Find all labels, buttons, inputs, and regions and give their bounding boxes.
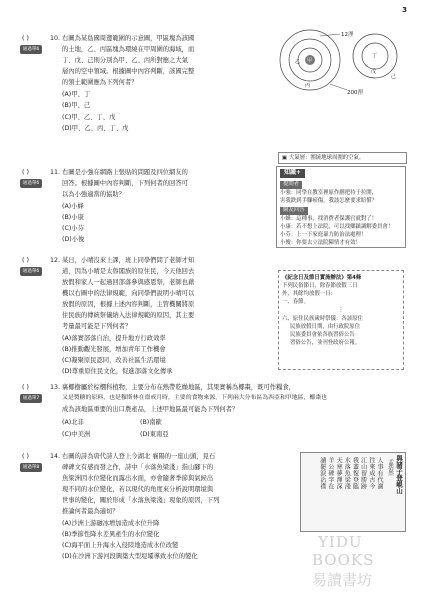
q14-paren[interactable]: ( ) xyxy=(22,453,29,460)
label-ji: 己 xyxy=(391,74,397,80)
q11-option-d[interactable]: (D)小俊 xyxy=(62,236,85,243)
q12-line-2: 道，因為小晴是太魯閣族的原住民，今天他回去 xyxy=(62,268,195,275)
watermark-yidu: YIDU xyxy=(318,533,363,551)
q12-paren[interactable]: ( ) xyxy=(22,257,29,264)
q10-option-c[interactable]: (C)甲、乙、丁、戊 xyxy=(62,114,116,121)
q12-line-6: 住民族的傳統祭儀納入法律規範的原因，其主要 xyxy=(62,312,195,319)
law-item6-1: 六、原住民族歲時祭儀：各該原住 xyxy=(282,315,363,322)
q11-line-1: 右圖是小強在網路上張貼的問題及四位網友的 xyxy=(62,169,188,176)
asker-text-1: 小強：同學在教室裡原作劃把持于拉開， xyxy=(280,189,378,196)
poem-col-8: 讀罷淚沾襟 xyxy=(318,457,326,490)
law-line-1: 下列民俗節日，除春節放假三日 xyxy=(282,283,358,290)
asker-label: 提問者 xyxy=(280,181,302,189)
poem-title: 與諸子登峴山 xyxy=(395,455,403,494)
law-item6-2: 民族放假日期，由行政院原住 xyxy=(290,323,361,330)
q13-line-2: 又是製糖的原料，也是穆斯林在齋戒月時，主要的食物來源，下列兩大分布區為西亞和甲地區，椰棗也 xyxy=(62,395,328,401)
reply-1: 小蜂：這種事，找消費者保護官就對了！ xyxy=(280,215,378,222)
q14-line-5: 世事的變化，關於形成「水落魚梁淺」現象的原因，下列 xyxy=(62,497,220,504)
label-wu: 戊 xyxy=(371,69,377,75)
q11-tag: 通過單6 xyxy=(20,179,42,188)
law-line-3: 一、春節。 xyxy=(282,299,309,306)
q12-line-7: 考量最可能是下列何者？ xyxy=(62,323,132,330)
watermark-chinese: 易讀書坊 xyxy=(312,571,373,589)
law-item6-4: 習俗公告，並刊登政府公報。 xyxy=(290,339,361,346)
q10-line-3: 丁、戊、己則分別為甲、乙、丙所對應之大氣 xyxy=(62,57,188,64)
q10-tag: 通過單6 xyxy=(20,45,42,54)
q14-number: 14. xyxy=(50,453,61,460)
q13-line-1: 裏椰樹屬於棕櫚科植物，主要分布在熱帶乾燥地區，其果實稱為椰棗，既可作糧食， xyxy=(62,384,295,391)
q12-line-5: 放假的原因，根據上述內容判斷，主管機關將原 xyxy=(62,301,195,308)
law-item6-3: 民族委員會依各族習俗公告 xyxy=(290,331,355,338)
poem-col-2: 往來成古今 xyxy=(367,457,375,490)
q13-option-c[interactable]: (C)中美洲 xyxy=(62,431,91,438)
asker-text-2: 害我跌到手腳瘀傷，我該怎麼要求賠償？ xyxy=(280,197,378,204)
q10-paren[interactable]: ( ) xyxy=(22,35,29,42)
poem-col-1: 人事有代謝 xyxy=(376,457,383,490)
label-200nm: 200浬 xyxy=(347,90,363,96)
q10-line-2: 的土地，乙、丙區塊為環繞在甲周圍的海域，而 xyxy=(62,46,195,53)
q12-line-1: 某日，小晴沒來上課，班上同學們問了老師才知 xyxy=(62,257,195,264)
q10-note-box xyxy=(278,152,407,164)
q11-paren[interactable]: ( ) xyxy=(22,169,29,176)
q10-line-5: 的領土範圍應為下列何者？ xyxy=(62,79,138,86)
q12-option-a[interactable]: (A)落實部落自治，提升地方行政效率 xyxy=(62,335,166,342)
law-title: 《紀念日及節日實施辦法》第4條 xyxy=(282,275,362,281)
q14-option-c[interactable]: (C)海平面上升海水入侵陸地造成水位改變 xyxy=(62,542,179,549)
poem-col-4: 我輩復登臨 xyxy=(351,457,359,490)
q10-line-4: 層內的空中領域。根據圖中內容判斷，該國完整 xyxy=(62,68,195,75)
q11-option-c[interactable]: (C)小芬 xyxy=(62,225,84,232)
q11-qa-box xyxy=(276,166,406,248)
q14-line-4: 現不同的水位變化，若以現代的角度來分析說明環境與 xyxy=(62,486,214,493)
q13-line-3: 成為該地區重要的出口農產品，上述甲地區最可能為下列何者？ xyxy=(62,406,239,413)
label-yi: 乙 xyxy=(295,59,301,65)
q12-line-3: 放假和家人一起過回部落參與感恩祭，老師也藉 xyxy=(62,279,195,286)
reply-2: 小康：若不想上法院，可以找鄉鎮調解委員會！ xyxy=(280,223,394,230)
q13-paren[interactable]: ( ) xyxy=(22,384,29,391)
q14-option-a[interactable]: (A)沙洲上游融冰增加造成水位升降 xyxy=(62,520,160,527)
law-ellipsis: ⋮ xyxy=(338,307,344,314)
q13-number: 13. xyxy=(50,384,61,391)
q10-option-d[interactable]: (D)甲、乙、丙、丁、戊 xyxy=(62,125,129,132)
q13-option-a[interactable]: (A)北非 xyxy=(62,419,84,426)
q14-line-1: 右圖的詩為唐代詩人登上今湖北 襄陽的一座山頭，見石 xyxy=(62,453,216,460)
q14-tag: 通過單8 xyxy=(20,463,42,472)
label-12nm: 12浬 xyxy=(341,32,354,38)
q14-option-d[interactable]: (D)在沙洲下游河段興築大型堤壩導致水位的變化 xyxy=(62,553,198,560)
poem-col-5: 水落魚梁淺 xyxy=(343,457,351,490)
reply-3: 小芬：上一下家庭暴力防治法處理！ xyxy=(280,231,367,238)
q10-note-text: 大氣層：圍繞地球周圍的空氣。 xyxy=(288,155,365,161)
poem-col-7: 羊公碑字在 xyxy=(326,457,334,490)
page-number: 3 xyxy=(402,6,407,14)
q11-line-3: 以為小強適當的協助？ xyxy=(62,191,125,198)
q12-option-d[interactable]: (D)尊重原住民文化，促進部落文化傳承 xyxy=(62,368,173,375)
label-ding: 丁 xyxy=(372,53,378,59)
label-bing: 丙 xyxy=(305,83,311,89)
q14-option-b[interactable]: (B)季節性降水差異產生的水位變化 xyxy=(62,531,160,538)
q10-line-1: 右圖為某島國周邊範圍的示意圖，甲區塊為該國 xyxy=(62,35,195,42)
q13-tag: 通過單7 xyxy=(20,394,42,403)
q12-tag: 通過單6 xyxy=(20,267,42,276)
q14-line-3: 魚梁洲因水位變化而露出水面，亦會隨著季節與氣候出 xyxy=(62,475,214,482)
poem-body xyxy=(319,457,384,490)
q10-number: 10. xyxy=(50,35,61,42)
reply-label: 網友回答 xyxy=(280,207,308,215)
q11-line-2: 回答。根據圖中內容判斷，下列何者的回答可 xyxy=(62,180,188,187)
q14-poem-box xyxy=(300,452,406,532)
q10-territory-figure xyxy=(275,26,405,98)
reply-4: 小俊：你要去立法院陳情才有效！ xyxy=(280,239,361,246)
q10-option-a[interactable]: (A)甲、丁 xyxy=(62,91,91,98)
q12-line-4: 機以右圖中的法律規範，向同學們說明小晴可以 xyxy=(62,290,195,297)
poem-col-6: 天寒夢澤深 xyxy=(335,457,343,490)
note-icon: ▣ xyxy=(282,155,288,161)
q12-option-b[interactable]: (B)推動觀光發展，增加青年工作機會 xyxy=(62,346,166,353)
poem-author: 孟浩然 xyxy=(387,459,393,476)
q11-option-b[interactable]: (B)小康 xyxy=(62,214,84,221)
q11-number: 11. xyxy=(50,169,61,176)
q12-number: 12. xyxy=(50,257,61,264)
q13-option-b[interactable]: (B)南歐 xyxy=(140,419,162,426)
q13-option-d[interactable]: (D)東南亞 xyxy=(140,431,169,438)
label-jia: 甲 xyxy=(307,58,313,64)
q12-option-c[interactable]: (C)凝聚原民認同，改善社區生活環境 xyxy=(62,357,166,364)
poem-col-3: 江山留勝跡 xyxy=(359,457,367,490)
q10-option-b[interactable]: (B)甲、己 xyxy=(62,102,91,109)
q14-line-6: 推論何者最為適切？ xyxy=(62,508,119,515)
watermark-books: BOOKS xyxy=(312,551,375,569)
q11-option-a[interactable]: (A)小蜂 xyxy=(62,203,84,210)
q14-line-2: 碑碑文有感而發之作，詩中「水落魚梁淺」指山腳下的 xyxy=(62,464,214,471)
law-line-2: 外，其餘均放假一日： xyxy=(282,291,336,298)
qa-box-title: 知識+ xyxy=(280,169,305,178)
q12-law-box xyxy=(278,270,404,370)
